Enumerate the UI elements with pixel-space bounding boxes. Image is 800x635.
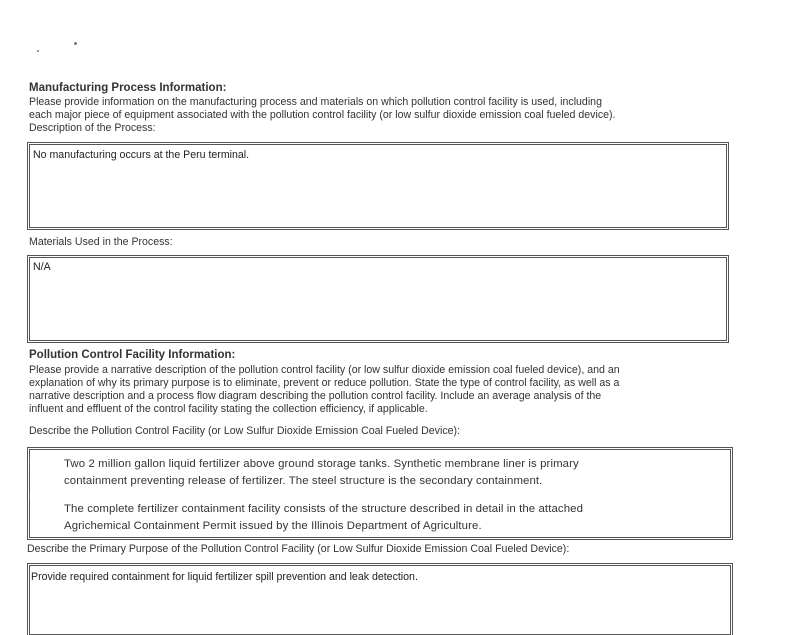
pollution-instructions-line2: explanation of why its primary purpose is to eliminate, prevent or reduce pollution. State the type of control facility, as well as a — [29, 377, 620, 389]
description-label: Description of the Process: — [29, 122, 156, 134]
describe-facility-line3: The complete fertilizer containment facility consists of the structure described in detail in the attached — [64, 503, 584, 515]
describe-facility-field[interactable] — [29, 449, 731, 538]
manufacturing-instructions-line2: each major piece of equipment associated with the pollution control facility (or low sulfur dioxide emission coal fueled device). — [29, 109, 616, 121]
scan-tick — [29, 492, 30, 500]
materials-label: Materials Used in the Process: — [29, 236, 173, 248]
describe-facility-label: Describe the Pollution Control Facility (or Low Sulfur Dioxide Emission Coal Fueled Device): — [29, 425, 460, 437]
description-of-process-field[interactable] — [29, 144, 727, 228]
describe-facility-line4: Agrichemical Containment Permit issued by the Illinois Department of Agriculture. — [64, 520, 482, 532]
scan-speck — [37, 50, 39, 52]
describe-facility-line1: Two 2 million gallon liquid fertilizer above ground storage tanks. Synthetic membrane liner is primary — [64, 458, 579, 470]
primary-purpose-field[interactable] — [29, 565, 731, 635]
description-of-process-value: No manufacturing occurs at the Peru terminal. — [33, 149, 250, 161]
pollution-control-heading: Pollution Control Facility Information: — [29, 349, 236, 361]
primary-purpose-label: Describe the Primary Purpose of the Pollution Control Facility (or Low Sulfur Dioxide Emission Coal Fueled Device): — [27, 543, 570, 555]
pollution-instructions-line3: narrative description and a process flow diagram describing the pollution control facility. Include an average analysis of the — [29, 390, 602, 402]
manufacturing-instructions-line1: Please provide information on the manufacturing process and materials on which pollution control facility is used, including — [29, 96, 602, 108]
materials-used-field[interactable] — [29, 257, 727, 341]
pollution-instructions-line4: influent and effluent of the control facility stating the collection efficiency, if applicable. — [29, 403, 428, 415]
scan-tick — [29, 458, 30, 465]
materials-used-value: N/A — [33, 261, 51, 273]
primary-purpose-value: Provide required containment for liquid fertilizer spill prevention and leak detection. — [31, 571, 418, 583]
manufacturing-heading: Manufacturing Process Information: — [29, 82, 227, 94]
scan-speck — [74, 42, 77, 45]
pollution-instructions-line1: Please provide a narrative description of the pollution control facility (or low sulfur dioxide emission coal fueled device), and an — [29, 364, 620, 376]
describe-facility-line2: containment preventing release of fertilizer. The steel structure is the secondary containment. — [64, 475, 543, 487]
